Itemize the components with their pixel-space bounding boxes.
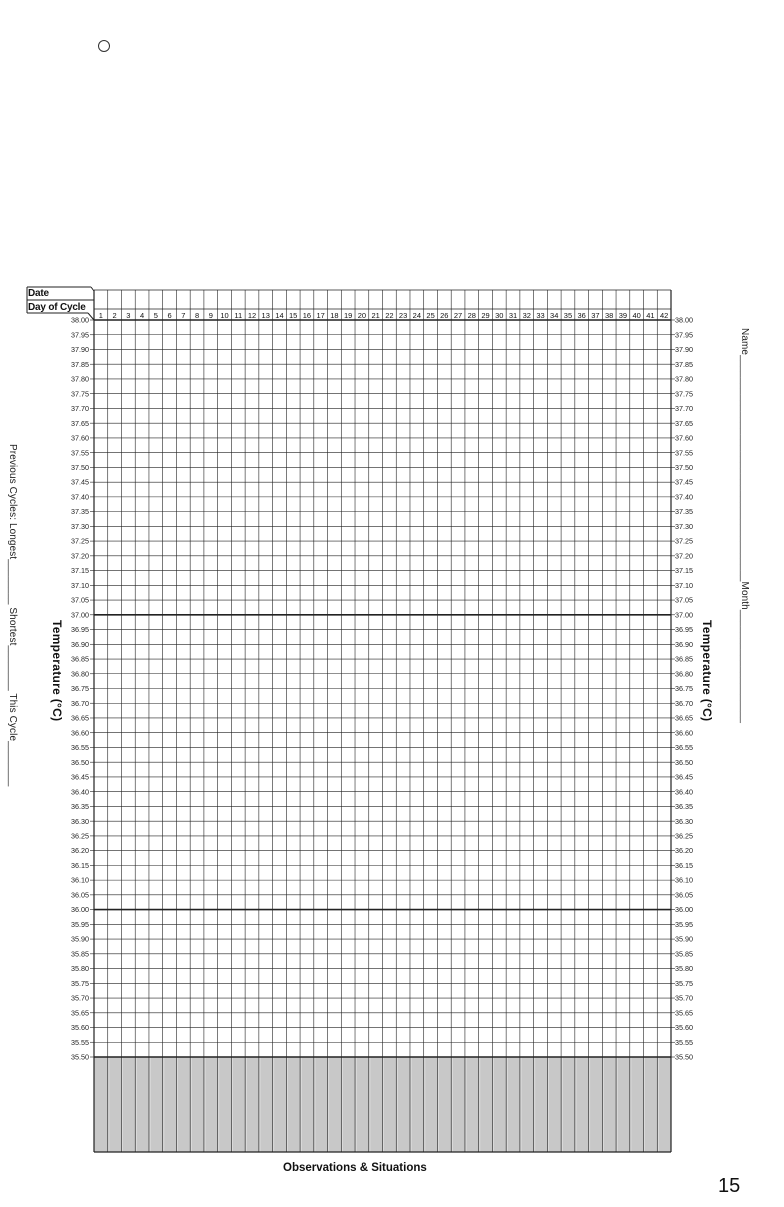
temperature-label-left: 36.60 — [71, 728, 89, 738]
temperature-label-right: 37.35 — [675, 507, 693, 517]
temperature-label-left: 36.45 — [71, 772, 89, 782]
day-number: 15 — [289, 311, 298, 320]
day-number: 31 — [508, 311, 518, 320]
day-number: 26 — [440, 311, 449, 320]
temperature-label-right: 35.95 — [675, 919, 693, 929]
temperature-label-right: 37.75 — [675, 389, 693, 399]
day-number: 30 — [495, 311, 504, 320]
day-number: 2 — [112, 311, 117, 320]
temperature-label-right: 36.35 — [675, 802, 693, 812]
temperature-label-right: 36.10 — [675, 875, 693, 885]
day-number: 29 — [481, 311, 490, 320]
temperature-label-left: 36.05 — [71, 890, 89, 900]
day-number: 18 — [330, 311, 339, 320]
day-number: 20 — [357, 311, 367, 320]
temperature-label-right: 36.30 — [675, 816, 693, 826]
temperature-label-right: 37.95 — [675, 330, 693, 340]
temperature-label-left: 37.05 — [71, 595, 89, 605]
temperature-label-right: 37.20 — [675, 551, 693, 561]
page-number: 15 — [718, 1175, 741, 1197]
temperature-label-left: 37.15 — [71, 566, 89, 576]
temperature-label-right: 36.45 — [675, 772, 693, 782]
temperature-label-left: 36.50 — [71, 757, 89, 767]
temperature-label-left: 35.80 — [71, 964, 89, 974]
day-number: 37 — [591, 311, 600, 320]
temperature-label-right: 38.00 — [675, 315, 693, 325]
temperature-label-left: 35.90 — [71, 934, 89, 944]
temperature-label-right: 36.25 — [675, 831, 693, 841]
temperature-label-left: 35.85 — [71, 949, 89, 959]
temperature-label-left: 35.60 — [71, 1023, 89, 1033]
right-axis-title: Temperature (°C) — [700, 620, 714, 722]
day-number: 41 — [646, 311, 655, 320]
temperature-label-right: 36.95 — [675, 625, 693, 635]
temperature-label-left: 37.50 — [71, 463, 89, 472]
temperature-label-left: 36.65 — [71, 713, 89, 723]
day-number: 32 — [522, 311, 531, 320]
temperature-label-right: 37.85 — [675, 359, 693, 369]
temperature-label-left: 37.75 — [71, 389, 89, 399]
temperature-label-right: 37.25 — [675, 536, 693, 546]
previous-cycles-note: Previous Cycles: Longest________ Shortest________ This Cycle________ — [7, 444, 18, 787]
temperature-label-right: 37.30 — [675, 521, 693, 531]
temperature-label-right: 37.05 — [675, 595, 693, 605]
day-number: 34 — [550, 311, 559, 320]
temperature-label-right: 36.00 — [675, 905, 693, 915]
day-number: 13 — [261, 311, 270, 320]
day-number: 36 — [577, 311, 586, 320]
temperature-label-right: 37.70 — [675, 404, 693, 414]
day-number: 35 — [563, 311, 573, 320]
day-number: 28 — [467, 311, 476, 320]
date-label: Date — [28, 288, 49, 299]
temperature-label-left: 37.55 — [71, 448, 89, 458]
temperature-label-right: 35.70 — [675, 993, 693, 1003]
day-number: 5 — [153, 311, 158, 320]
temperature-label-left: 37.20 — [71, 551, 89, 561]
temperature-label-left: 36.80 — [71, 669, 89, 679]
day-number: 38 — [605, 311, 614, 320]
temperature-label-right: 36.85 — [675, 654, 693, 664]
temperature-label-right: 37.50 — [675, 463, 693, 472]
temperature-label-left: 37.30 — [71, 521, 89, 531]
day-number: 9 — [208, 311, 213, 320]
temperature-label-left: 37.95 — [71, 330, 89, 340]
temperature-label-left: 36.85 — [71, 654, 89, 664]
temperature-label-left: 36.30 — [71, 816, 89, 826]
temperature-label-right: 37.00 — [675, 610, 693, 620]
temperature-label-left: 37.70 — [71, 404, 89, 414]
temperature-label-left: 37.85 — [71, 359, 89, 369]
temperature-label-right: 36.15 — [675, 860, 693, 870]
temperature-label-left: 36.90 — [71, 639, 89, 649]
day-number: 3 — [126, 311, 131, 320]
temperature-label-left: 37.65 — [71, 418, 89, 428]
day-number: 24 — [412, 311, 422, 320]
temperature-label-left: 37.90 — [71, 345, 89, 355]
temperature-label-left: 35.65 — [71, 1008, 89, 1018]
day-number: 4 — [139, 311, 145, 320]
temperature-label-left: 36.40 — [71, 787, 89, 797]
temperature-label-left: 35.95 — [71, 919, 89, 929]
temperature-label-left: 37.35 — [71, 507, 89, 517]
day-number: 21 — [371, 311, 380, 320]
temperature-label-right: 36.70 — [675, 698, 693, 708]
temperature-label-right: 36.05 — [675, 890, 693, 900]
day-number: 27 — [453, 311, 463, 320]
temperature-label-left: 37.45 — [71, 477, 89, 487]
temperature-label-left: 37.60 — [71, 433, 89, 443]
temperature-label-left: 36.20 — [71, 846, 89, 856]
temperature-label-right: 35.90 — [675, 934, 693, 944]
temperature-label-right: 36.75 — [675, 684, 693, 694]
name-month-note: Name________________________________________Month____________________ — [739, 328, 750, 724]
temperature-label-right: 35.75 — [675, 978, 693, 988]
day-number: 25 — [426, 311, 435, 320]
day-number: 1 — [98, 311, 103, 320]
temperature-label-right: 37.60 — [675, 433, 693, 443]
temperature-label-left: 36.95 — [71, 625, 89, 635]
temperature-label-right: 37.45 — [675, 477, 693, 487]
temperature-label-left: 36.35 — [71, 802, 89, 812]
temperature-label-left: 35.70 — [71, 993, 89, 1003]
observations-title: Observations & Situations — [283, 1162, 427, 1174]
day-number: 12 — [247, 311, 257, 320]
day-number: 22 — [385, 311, 394, 320]
temperature-label-left: 36.10 — [71, 875, 89, 885]
temperature-label-right: 37.90 — [675, 345, 693, 355]
temperature-label-right: 36.20 — [675, 846, 693, 856]
day-number: 7 — [181, 311, 186, 320]
temperature-label-left: 36.25 — [71, 831, 89, 841]
temperature-label-left: 36.15 — [71, 860, 89, 870]
temperature-label-right: 36.80 — [675, 669, 693, 679]
temperature-label-right: 37.80 — [675, 374, 693, 384]
day-number: 16 — [302, 311, 312, 320]
temperature-label-right: 36.60 — [675, 728, 693, 738]
day-number: 14 — [275, 311, 284, 320]
temperature-label-left: 38.00 — [71, 315, 89, 325]
temperature-label-left: 36.00 — [71, 905, 89, 915]
temperature-label-right: 36.65 — [675, 713, 693, 723]
day-number: 23 — [398, 311, 408, 320]
left-axis-title: Temperature (°C) — [50, 620, 64, 722]
temperature-label-right: 35.55 — [675, 1037, 693, 1047]
day-number: 42 — [659, 311, 669, 320]
temperature-label-right: 36.55 — [675, 743, 693, 753]
temperature-label-right: 35.50 — [675, 1052, 693, 1062]
day-number: 11 — [234, 311, 243, 320]
temperature-label-left: 37.25 — [71, 536, 89, 546]
temperature-label-left: 36.75 — [71, 684, 89, 694]
temperature-label-right: 35.80 — [675, 964, 693, 974]
day-number: 8 — [194, 311, 200, 320]
day-number: 40 — [632, 311, 641, 320]
temperature-label-right: 37.15 — [675, 566, 693, 576]
temperature-label-left: 36.55 — [71, 743, 89, 753]
temperature-label-left: 35.55 — [71, 1037, 89, 1047]
temperature-label-left: 36.70 — [71, 698, 89, 708]
temperature-label-right: 37.10 — [675, 580, 693, 590]
day-number: 19 — [343, 311, 353, 320]
temperature-label-right: 36.40 — [675, 787, 693, 797]
day-number: 33 — [536, 311, 545, 320]
temperature-label-right: 37.55 — [675, 448, 693, 458]
day-number: 17 — [316, 311, 325, 320]
temperature-label-right: 35.65 — [675, 1008, 693, 1018]
day-number: 6 — [167, 311, 172, 320]
temperature-label-right: 35.85 — [675, 949, 693, 959]
temperature-label-right: 36.50 — [675, 757, 693, 767]
temperature-label-right: 36.90 — [675, 639, 693, 649]
temperature-label-left: 37.00 — [71, 610, 89, 620]
day-of-cycle-label: Day of Cycle — [28, 302, 86, 313]
temperature-label-right: 37.65 — [675, 418, 693, 428]
temperature-label-left: 35.75 — [71, 978, 89, 988]
temperature-label-left: 37.10 — [71, 580, 89, 590]
temperature-label-left: 37.40 — [71, 492, 89, 502]
day-number: 39 — [618, 311, 628, 320]
day-number: 10 — [220, 311, 229, 320]
temperature-label-right: 35.60 — [675, 1023, 693, 1033]
temperature-label-right: 37.40 — [675, 492, 693, 502]
temperature-label-left: 37.80 — [71, 374, 89, 384]
temperature-label-left: 35.50 — [71, 1052, 89, 1062]
